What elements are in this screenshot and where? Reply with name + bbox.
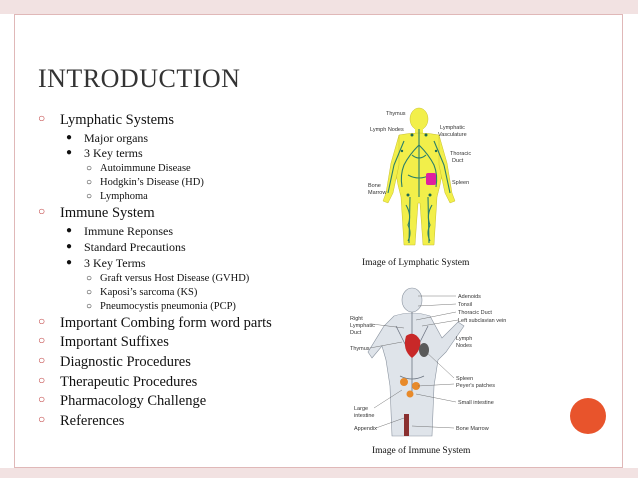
label-vasculature: Vasculature <box>438 132 467 138</box>
outline-item-level-2 <box>38 225 338 239</box>
filled-bullet-icon: ● <box>66 240 73 252</box>
frame-top <box>0 0 638 14</box>
outline-item-text: Pneumocystis pneumonia (PCP) <box>100 300 236 312</box>
outline-item-text: 3 Key Terms <box>84 255 146 270</box>
label-peyers-patches: Peyer's patches <box>456 383 495 389</box>
outline-item-text: Graft versus Host Disease (GVHD) <box>100 272 250 284</box>
slide-title: INTRODUCTION <box>38 64 241 93</box>
outline-list <box>38 112 338 433</box>
outline-item-text: Therapeutic Procedures <box>60 373 198 390</box>
label-thoracic: Thoracic <box>450 151 472 157</box>
accent-circle <box>570 398 606 434</box>
outline-item-level-1 <box>38 413 338 430</box>
frame-left-line <box>14 14 15 468</box>
frame-right-line <box>622 14 623 468</box>
label-duct: Duct <box>452 158 464 164</box>
outline-item-level-3 <box>38 191 338 203</box>
hollow-bullet-icon: ○ <box>38 412 46 427</box>
label-lymphatic: Lymphatic <box>440 125 465 131</box>
outline-item-text: Kaposi’s sarcoma (KS) <box>100 286 198 298</box>
hollow-bullet-icon: ○ <box>86 191 93 203</box>
filled-bullet-icon: ● <box>66 131 73 143</box>
outline-item-text: References <box>60 413 125 430</box>
outline-item-level-2 <box>38 241 338 255</box>
outline-item-text: 3 Key terms <box>84 146 143 161</box>
outline-item-level-1 <box>38 354 338 371</box>
outline-item-level-3 <box>38 163 338 175</box>
outline-item-level-1 <box>38 334 338 351</box>
outline-item-text: Immune System <box>60 205 155 222</box>
label-thymus: Thymus <box>386 111 406 117</box>
label-small-intestine: Small intestine <box>458 400 494 406</box>
hollow-bullet-icon: ○ <box>38 392 46 407</box>
frame-bottom-line <box>14 467 623 468</box>
figure1-caption: Image of Lymphatic System <box>362 258 470 268</box>
hollow-bullet-icon: ○ <box>86 272 93 284</box>
outline-item-level-1 <box>38 112 338 129</box>
outline-item-text: Diagnostic Procedures <box>60 354 191 371</box>
label-spleen-2: Spleen <box>456 376 474 382</box>
outline-item-text: Standard Precautions <box>84 239 186 254</box>
label-tonsil: Tonsil <box>458 302 473 308</box>
label-lymphatic-2: Lymphatic <box>350 323 375 329</box>
hollow-bullet-icon: ○ <box>86 300 93 312</box>
hollow-bullet-icon: ○ <box>38 372 46 387</box>
filled-bullet-icon: ● <box>66 225 73 237</box>
label-duct-2: Duct <box>350 330 362 336</box>
outline-item-level-1 <box>38 393 338 410</box>
immune-system-figure <box>346 286 507 438</box>
hollow-bullet-icon: ○ <box>38 204 46 219</box>
outline-item-text: Important Combing form word parts <box>60 314 272 331</box>
hollow-bullet-icon: ○ <box>38 353 46 368</box>
label-bone-marrow: Bone Marrow <box>456 426 489 432</box>
lymphatic-system-figure <box>364 105 474 253</box>
label-spleen: Spleen <box>452 180 470 186</box>
outline-item-text: Lymphatic Systems <box>60 112 174 128</box>
outline-item-level-1 <box>38 374 338 391</box>
hollow-bullet-icon: ○ <box>86 177 93 189</box>
outline-item-level-2 <box>38 147 338 161</box>
outline-item-level-1 <box>38 315 338 332</box>
outline-item-level-2 <box>38 257 338 271</box>
label-left-subclavian: Left subclavian vein <box>458 318 507 324</box>
hollow-bullet-icon: ○ <box>86 163 93 175</box>
label-thoracic-duct: Thoracic Duct <box>458 310 492 316</box>
outline-item-text: Immune Reponses <box>84 224 173 239</box>
hollow-bullet-icon: ○ <box>38 313 46 328</box>
filled-bullet-icon: ● <box>66 256 73 268</box>
frame-top-line <box>14 14 623 15</box>
outline-item-text: Autoimmune Disease <box>100 163 191 175</box>
label-adenoids: Adenoids <box>458 294 481 300</box>
outline-item-level-1 <box>38 205 338 222</box>
label-nodes: Nodes <box>456 343 472 349</box>
label-marrow: Marrow <box>368 190 387 196</box>
figure2-caption: Image of Immune System <box>372 446 471 456</box>
outline-item-level-2 <box>38 132 338 146</box>
outline-item-text: Important Suffixes <box>60 334 169 351</box>
label-large: Large <box>354 406 369 412</box>
outline-item-level-3 <box>38 287 338 299</box>
label-appendix: Appendix <box>354 426 377 432</box>
outline-item-text: Pharmacology Challenge <box>60 393 207 410</box>
label-thymus-2: Thymus <box>350 346 370 352</box>
outline-item-level-3 <box>38 301 338 313</box>
hollow-bullet-icon: ○ <box>86 286 93 298</box>
outline-item-level-3 <box>38 273 338 285</box>
outline-item-level-3 <box>38 177 338 189</box>
spleen-highlight <box>426 173 436 185</box>
outline-item-text: Major organs <box>84 130 149 145</box>
filled-bullet-icon: ● <box>66 147 73 159</box>
label-bone: Bone <box>368 183 381 189</box>
outline-item-text: Hodgkin’s Disease (HD) <box>100 177 204 189</box>
hollow-bullet-icon: ○ <box>38 333 46 348</box>
body-silhouette <box>368 288 464 436</box>
label-intestine: intestine <box>354 413 375 419</box>
frame-bottom <box>0 468 638 478</box>
label-right: Right <box>350 316 363 322</box>
label-lymph-nodes: Lymph Nodes <box>370 127 404 133</box>
hollow-bullet-icon: ○ <box>38 111 46 125</box>
label-lymph: Lymph <box>456 336 473 342</box>
outline-item-text: Lymphoma <box>100 191 148 203</box>
